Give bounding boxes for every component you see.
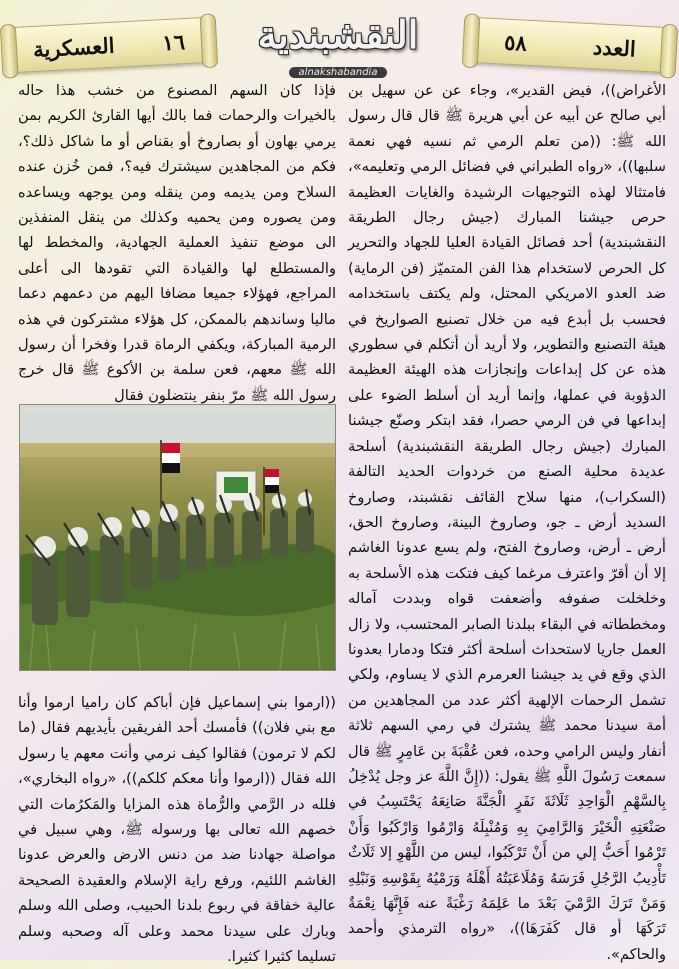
logo-title: النقشبندية bbox=[257, 12, 419, 57]
issue-label: العدد bbox=[592, 33, 637, 61]
article-left-column-top bbox=[18, 78, 336, 404]
article-left-column-bottom bbox=[18, 690, 336, 966]
page-number: ١٦ bbox=[161, 28, 186, 55]
photo-illustration bbox=[20, 405, 335, 670]
fighters-photo bbox=[19, 404, 336, 671]
issue-banner bbox=[469, 17, 671, 73]
magazine-logo bbox=[238, 10, 438, 76]
section-banner bbox=[7, 17, 211, 74]
issue-number: ٥٨ bbox=[503, 29, 528, 56]
left-column-bottom-text: ((ارموا بني إسماعيل فإن أباكم كان راميا ارموا وأنا مع بني فلان)) فأمسك أحد الفريقين بأيديهم فقال (ما لكم لا ترمون) فقالوا كيف نرمي وأنت معهم يا رسول الله فقال ((ارموا وأنا معكم كلكم))، «رواه البخاري»، فلله در الرَّمي والرُّماة هذه المزايا والمَكرُمات التي خصهم الله تعالى بها ورسوله ﷺ، وهي سبيل في مواصلة جهادنا ضد من دنس الارض والعرض عدونا الغاشم اللئيم، ورفع راية الإسلام والعقيدة الصحيحة عالية خفاقة في ربوع بلدنا الحبيب، وصلى الله وسلم وبارك على سيدنا محمد وعلى آله وصحبه وسلم تسليما كثيرا كثيرا. bbox=[18, 694, 336, 966]
right-column-text: الأغراض))، فيض القدير»، وجاء عن عن سهيل بن أبي صالح عن أبيه عن أبي هريرة ﷺ قال قال رسول الله ﷺ: ((من تعلم الرمي ثم نسيه فهي نعمة سلبها))، «رواه الطبراني في فضائل الرمي وتعليمه»، فامتثالا لهذه التوجيهات الرشيدة والغايات العظيمة حرص جيشنا المبارك (جيش رجال الطريقة النقشبندية) أحد فصائل القيادة العليا للجهاد والتحرير كل الحرص لاستخدام هذا الفن المتميّز (فن الرماية) ضد العدو الامريكي المحتل، ولم يكتف باستخدامه فحسب بل أبدع فيه من خلال تصنيع الصواريخ في هيئة التصنيع والتطوير، ولا أريد أن أتكلم في سطوري هذه عن كل إبداعات وإنجازات هذه الهيئة العظيمة الدؤوبة في عملها، وإنما أريد أن أسلط الضوء على إبداعها في فن الرمي حصرا، فقد ابتكر وصنّع جيشنا المبارك (جيش رجال الطريقة النقشبندية) أسلحة عديدة محلية الصنع من خردوات الحديد التالفة (السكراب)، منها سلاح القائف نقشبند، وصاروخ السديد أرض ـ جو، وصاروخ البينة، وصاروخ الحق، أرض ـ أرض، وصاروخ الفتح، ولم يسع عدونا الغاشم إلا أن أقرّ واعترف مرغما كيف فتكت هذه الأسلحة به وخلخلت صفوفه وأضعفت قواه وبددت آماله ومخططاته في البقاء ببلدنا الصابر المحتسب، ولا زال العمل جاريا لاستحداث أسلحة أكثر فتكا ودمارا بعدونا الذي وقع في يد جيشنا العرمرم الذي لا يساوم، ولكي تشمل الرحمات الإلهية أكثر عدد من المجاهدين من أمة سيدنا محمد ﷺ يشترك في رمي السهم ثلاثة أنفار وليس الرامي وحده، فعن عُقْبَةَ بن عَامِرٍ ﷺ قال سمعت رَسُولَ اللَّهِ ﷺ يقول: ((إِنَّ اللَّهَ عز وجل يُدْخِلُ بِالسَّهْمِ الْوَاحِدِ ثَلَاثَةَ نَفَرٍ الْجَنَّةَ صَانِعَهُ يَحْتَسِبُ في صَنْعَتِهِ الْخَيْرَ وَالرَّامِيَ بِهِ وَمُنْبِلَهُ وَارْمُوا وَارْكَبُوا وَأَنْ تَرْمُوا أَحَبُّ إلي من أَنْ تَرْكَبُوا، ليس من اللَّهْوِ إلا ثَلَاثٌ تَأْدِيبُ الرَّجُلِ فَرَسَهُ وَمُلَاعَبَتُهُ أَهْلَهُ وَرَمْيُهُ بِقَوْسِهِ وَنَبْلِهِ وَمَنْ تَرَكَ الرَّمْيَ بَعْدَ ما عَلِمَهُ رَغْبَةً عنه فَإِنَّهَا نِعْمَةٌ تَرَكَهَا أو قال كَفَرَهَا))، «رواه الترمذي وأحمد والحاكم». bbox=[348, 82, 666, 963]
section-title: العسكرية bbox=[32, 32, 116, 62]
logo-subtitle: alnakshabandia bbox=[289, 67, 388, 78]
article-right-column bbox=[348, 78, 666, 963]
page-header bbox=[0, 0, 679, 82]
left-column-top-text: فإذا كان السهم المصنوع من خشب هذا حاله بالخيرات والرحمات فما بالك أيها القارئ الكريم بمن يرمي بهاون أو بصاروخ أو بقناص أو ما شاكل ذلك؟، فكم من المجاهدين سيشترك فيه؟، فمن خُزن عنده السلاح ومن يديمه ومن ينقله ومن يوجهه ويساعده ومن يصوره ومن يحميه وكذلك من ينقل المنفذين الى موضع تنفيذ العملية الجهادية، والمخطط لها والمستطلع لها والقيادة التي تقودها الى أعلى المراجع، فهؤلاء جميعا مضافا اليهم من دعمهم دعما ماليا وساندهم بالممكن، كل هؤلاء مشتركون في هذه الرمية المباركة، ويكفي الرماة قدرا وفخرا أن رسول الله ﷺ معهم، فعن سلمة بن الأكوع ﷺ قال خرج رسول الله ﷺ مرّ بنفر ينتضلون فقال bbox=[18, 82, 336, 404]
